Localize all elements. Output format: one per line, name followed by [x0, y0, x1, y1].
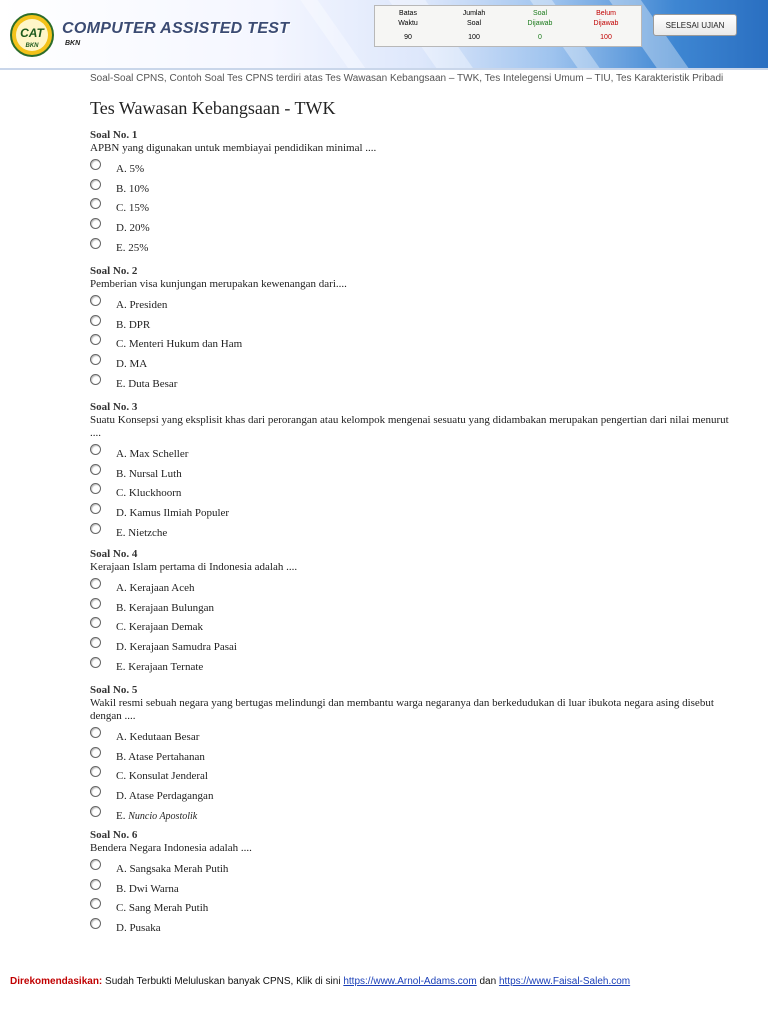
- option-label: D. Atase Perdagangan: [116, 790, 214, 803]
- stat-value: 100: [468, 34, 480, 41]
- option-label: A. 5%: [116, 163, 145, 175]
- option-label: C. Konsulat Jenderal: [116, 770, 208, 783]
- answer-option[interactable]: [90, 898, 730, 918]
- page-title: Tes Wawasan Kebangsaan - TWK: [90, 98, 336, 118]
- option-list: [90, 578, 730, 676]
- radio-button[interactable]: [90, 238, 101, 249]
- option-label: D. 20%: [116, 222, 150, 235]
- app-title: COMPUTER ASSISTED TEST: [62, 20, 290, 37]
- answer-option[interactable]: [90, 295, 730, 315]
- option-label: E. Duta Besar: [116, 377, 178, 390]
- answer-option[interactable]: [90, 598, 730, 618]
- exam-stats-panel: [374, 5, 642, 47]
- option-label: A. Sangsaka Merah Putih: [116, 863, 229, 875]
- answer-option[interactable]: [90, 334, 730, 354]
- option-label: [116, 810, 197, 822]
- option-label: E. Nietzche: [116, 526, 168, 539]
- answer-option[interactable]: [90, 727, 730, 747]
- option-list: [90, 159, 730, 257]
- question-text: Pemberian visa kunjungan merupakan kewenangan dari....: [90, 278, 347, 290]
- footer-highlight: Direkomendasikan:: [10, 976, 103, 987]
- radio-button[interactable]: [90, 598, 101, 609]
- radio-button[interactable]: [90, 806, 101, 817]
- radio-button[interactable]: [90, 295, 101, 306]
- stat-answered: [507, 9, 573, 43]
- footer-conjunction: dan: [479, 976, 497, 987]
- option-label: B. 10%: [116, 182, 149, 195]
- radio-button[interactable]: [90, 617, 101, 628]
- stat-value: 0: [538, 34, 542, 41]
- footer-link-faisal-saleh[interactable]: https://www.Faisal-Saleh.com: [498, 976, 631, 987]
- answer-option[interactable]: [90, 617, 730, 637]
- option-label: A. Kerajaan Aceh: [116, 582, 195, 594]
- option-label: C. Kerajaan Demak: [116, 621, 204, 634]
- question-number: Soal No. 6: [90, 829, 138, 841]
- stat-value: 90: [404, 34, 412, 41]
- answer-option[interactable]: [90, 747, 730, 767]
- stat-label-2: Waktu: [398, 20, 418, 27]
- option-label: A. Presiden: [116, 299, 168, 311]
- answer-option[interactable]: [90, 806, 730, 826]
- footer-text: Sudah Terbukti Meluluskan banyak CPNS, Klik di sini: [105, 976, 341, 987]
- option-list: [90, 727, 730, 825]
- option-label: C. Sang Merah Putih: [116, 902, 209, 915]
- radio-button[interactable]: [90, 657, 101, 668]
- option-label: A. Kedutaan Besar: [116, 731, 200, 743]
- cat-bkn-logo-icon: [10, 13, 54, 57]
- radio-button[interactable]: [90, 859, 101, 870]
- radio-button[interactable]: [90, 315, 101, 326]
- radio-button[interactable]: [90, 159, 101, 170]
- radio-button[interactable]: [90, 523, 101, 534]
- footer-recommendation: [10, 976, 760, 987]
- stat-value: 100: [600, 34, 612, 41]
- option-label: B. DPR: [116, 318, 151, 331]
- option-label: C. 15%: [116, 202, 149, 215]
- option-label: E. Kerajaan Ternate: [116, 660, 204, 673]
- answer-option[interactable]: [90, 238, 730, 258]
- answer-option[interactable]: [90, 503, 730, 523]
- answer-option[interactable]: [90, 879, 730, 899]
- option-list: [90, 295, 730, 393]
- option-label: B. Kerajaan Bulungan: [116, 601, 215, 614]
- option-list: [90, 444, 730, 542]
- radio-button[interactable]: [90, 354, 101, 365]
- question-block: [90, 829, 730, 938]
- stat-label-2: Dijawab: [593, 20, 619, 27]
- option-letter: E.: [116, 809, 126, 822]
- radio-button[interactable]: [90, 218, 101, 229]
- answer-option[interactable]: [90, 483, 730, 503]
- question-block: [90, 265, 730, 393]
- option-label: C. Kluckhoorn: [116, 487, 182, 500]
- question-number: Soal No. 1: [90, 129, 138, 141]
- option-label: C. Menteri Hukum dan Ham: [116, 338, 243, 351]
- option-label: D. Kerajaan Samudra Pasai: [116, 641, 237, 654]
- answer-option[interactable]: [90, 218, 730, 238]
- answer-option[interactable]: [90, 523, 730, 543]
- app-header: [0, 0, 768, 70]
- answer-option[interactable]: [90, 637, 730, 657]
- question-text: Suatu Konsepsi yang eksplisit khas dari perorangan atau kelompok mengenai sesuatu yang didambakan merupakan pengertian dari nilai menurut ....: [90, 414, 729, 439]
- option-label: D. MA: [116, 358, 148, 371]
- radio-button[interactable]: [90, 637, 101, 648]
- radio-button[interactable]: [90, 503, 101, 514]
- question-block: [90, 548, 730, 676]
- question-text: Wakil resmi sebuah negara yang bertugas melindungi dan membantu warga negaranya dan berkedudukan di luar ibukota negara asing disebut dengan ....: [90, 697, 714, 722]
- stat-unanswered: [573, 9, 639, 43]
- option-label: B. Dwi Warna: [116, 882, 179, 895]
- radio-button[interactable]: [90, 444, 101, 455]
- radio-button[interactable]: [90, 879, 101, 890]
- answer-option[interactable]: [90, 766, 730, 786]
- intro-text: Soal-Soal CPNS, Contoh Soal Tes CPNS terdiri atas Tes Wawasan Kebangsaan – TWK, Tes Intelegensi Umum – TIU, Tes Karakteristik Pribadi: [90, 73, 724, 84]
- logo-subtext: BKN: [25, 43, 39, 49]
- finish-exam-button[interactable]: SELESAI UJIAN: [653, 14, 737, 36]
- stat-total-questions: [441, 9, 507, 43]
- answer-option[interactable]: [90, 354, 730, 374]
- footer-link-arnol-adams[interactable]: https://www.Arnol-Adams.com: [343, 976, 477, 987]
- radio-button[interactable]: [90, 918, 101, 929]
- question-text: APBN yang digunakan untuk membiayai pendidikan minimal ....: [90, 142, 377, 154]
- app-subtitle: BKN: [65, 40, 81, 47]
- question-block: [90, 401, 730, 542]
- answer-option[interactable]: [90, 918, 730, 938]
- answer-option[interactable]: [90, 657, 730, 677]
- radio-button[interactable]: [90, 334, 101, 345]
- answer-option[interactable]: [90, 578, 730, 598]
- answer-option[interactable]: [90, 179, 730, 199]
- option-label: B. Nursal Luth: [116, 467, 182, 480]
- radio-button[interactable]: [90, 898, 101, 909]
- option-label: D. Pusaka: [116, 922, 161, 935]
- question-text: Bendera Negara Indonesia adalah ....: [90, 842, 252, 854]
- question-block: [90, 129, 730, 257]
- radio-button[interactable]: [90, 374, 101, 385]
- question-number: Soal No. 2: [90, 265, 138, 277]
- answer-option[interactable]: [90, 198, 730, 218]
- option-label: D. Kamus Ilmiah Populer: [116, 507, 230, 520]
- radio-button[interactable]: [90, 766, 101, 777]
- radio-button[interactable]: [90, 179, 101, 190]
- logo-text: CAT: [20, 26, 44, 40]
- option-label: A. Max Scheller: [116, 448, 189, 460]
- radio-button[interactable]: [90, 578, 101, 589]
- answer-option[interactable]: [90, 315, 730, 335]
- question-text: Kerajaan Islam pertama di Indonesia adalah ....: [90, 561, 298, 573]
- question-number: Soal No. 3: [90, 401, 138, 413]
- answer-option[interactable]: [90, 159, 730, 179]
- option-label: B. Atase Pertahanan: [116, 750, 205, 763]
- radio-button[interactable]: [90, 786, 101, 797]
- radio-button[interactable]: [90, 464, 101, 475]
- option-list: [90, 859, 730, 938]
- answer-option[interactable]: [90, 859, 730, 879]
- stat-label-1: Batas: [399, 10, 417, 17]
- radio-button[interactable]: [90, 747, 101, 758]
- question-block: [90, 684, 730, 825]
- stat-label-1: Jumlah: [462, 10, 486, 17]
- stat-label-1: Soal: [532, 10, 547, 17]
- radio-button[interactable]: [90, 483, 101, 494]
- stat-label-2: Soal: [466, 20, 481, 27]
- option-label: E. 25%: [116, 241, 149, 254]
- question-number: Soal No. 4: [90, 548, 138, 560]
- answer-option[interactable]: [90, 374, 730, 394]
- stat-label-1: Belum: [596, 10, 616, 17]
- stat-label-2: Dijawab: [527, 20, 553, 27]
- answer-option[interactable]: [90, 786, 730, 806]
- answer-option[interactable]: [90, 464, 730, 484]
- stat-time-limit: [375, 9, 441, 43]
- radio-button[interactable]: [90, 198, 101, 209]
- option-italic-text: Nuncio Apostolik: [128, 810, 198, 822]
- radio-button[interactable]: [90, 727, 101, 738]
- answer-option[interactable]: [90, 444, 730, 464]
- question-number: Soal No. 5: [90, 684, 138, 696]
